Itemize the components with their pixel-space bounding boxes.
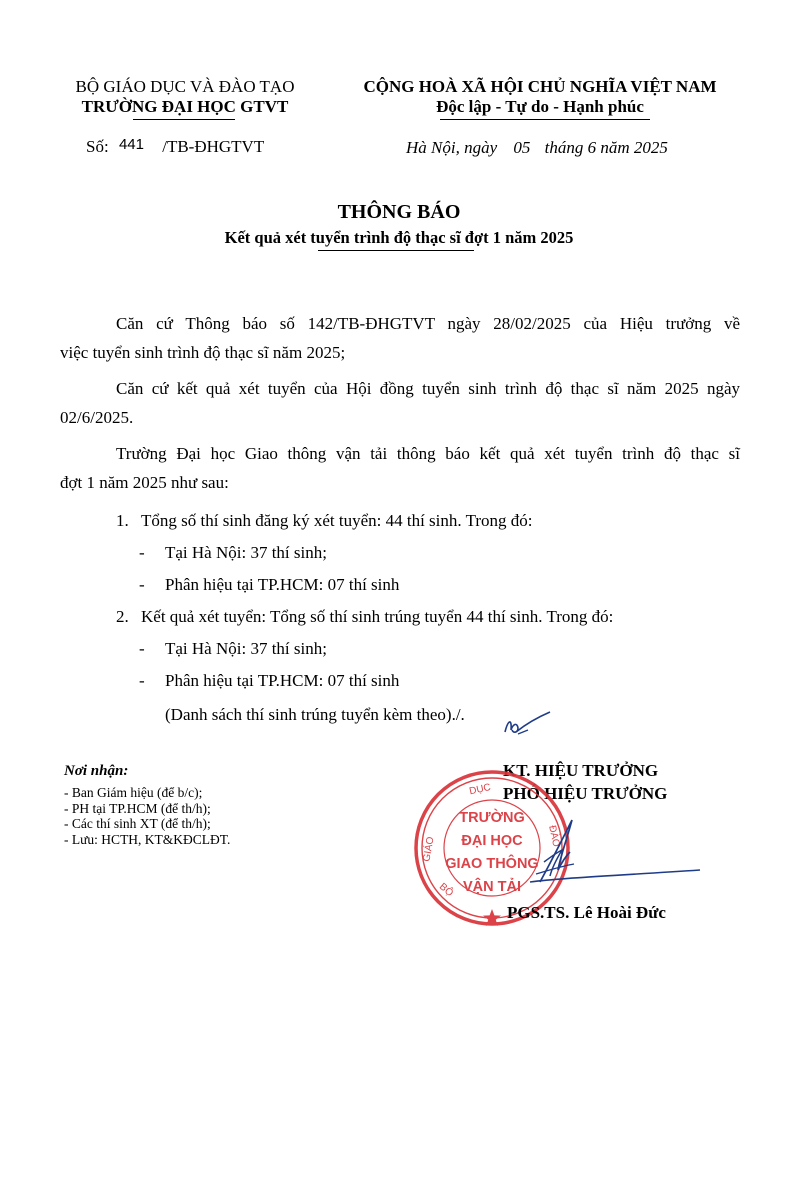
list-item-2-sub-b: Phân hiệu tại TP.HCM: 07 thí sinh xyxy=(165,671,400,690)
handwritten-signature xyxy=(500,812,710,892)
stamp-line-3: GIAO THÔNG xyxy=(445,856,539,872)
paragraph-2-line-2: 02/6/2025. xyxy=(60,408,134,427)
list-item-1-number: 1. xyxy=(116,511,129,530)
notice-subtitle: Kết quả xét tuyển trình độ thạc sĩ đợt 1 năm 2025 xyxy=(224,228,574,247)
signer-role-1: KT. HIỆU TRƯỞNG xyxy=(503,761,659,780)
date-day: 05 xyxy=(513,138,531,157)
paragraph-3 xyxy=(60,443,740,494)
document-number xyxy=(86,136,264,159)
notice-title: THÔNG BÁO xyxy=(337,201,461,223)
paragraph-1 xyxy=(60,313,740,364)
subtitle-underline xyxy=(318,250,474,251)
paragraph-1-line-1: Căn cứ Thông báo số 142/TB-ĐHGTVT ngày 28/02/2025 của Hiệu trưởng về xyxy=(116,314,740,333)
signer-role-2: PHÓ HIỆU TRƯỞNG xyxy=(503,784,668,803)
ministry-name: BỘ GIÁO DỤC VÀ ĐÀO TẠO xyxy=(75,77,295,96)
list-item: - PH tại TP.HCM (để th/h); xyxy=(64,800,211,816)
list-item: - Các thí sinh XT (để th/h); xyxy=(64,816,211,831)
list-item-2-sub-a: Tại Hà Nội: 37 thí sinh; xyxy=(165,639,327,658)
stamp-ring-right: ĐÀO xyxy=(546,824,562,848)
paragraph-2 xyxy=(60,378,740,429)
stamp-line-2: ĐẠI HỌC xyxy=(461,833,523,849)
signer-name: PGS.TS. Lê Hoài Đức xyxy=(507,903,666,922)
bullet-dash: - xyxy=(139,543,145,562)
list-item-1-sub-b: Phân hiệu tại TP.HCM: 07 thí sinh xyxy=(165,575,400,594)
bullet-dash: - xyxy=(139,575,145,594)
list-item-2-text: Kết quả xét tuyển: Tổng số thí sinh trúng tuyển 44 thí sinh. Trong đó: xyxy=(141,607,614,626)
paragraph-3-line-2: đợt 1 năm 2025 như sau: xyxy=(60,473,229,492)
number-label: Số: xyxy=(86,137,109,156)
country-name: CỘNG HOÀ XÃ HỘI CHỦ NGHĨA VIỆT NAM xyxy=(363,77,717,96)
date-prefix: Hà Nội, ngày xyxy=(406,138,498,157)
motto: Độc lập - Tự do - Hạnh phúc xyxy=(436,97,644,116)
paragraph-2-line-1: Căn cứ kết quả xét tuyển của Hội đồng tuyển sinh trình độ thạc sĩ năm 2025 ngày xyxy=(116,379,740,398)
list-item-1-sub-a: Tại Hà Nội: 37 thí sinh; xyxy=(165,543,327,562)
recipients-list xyxy=(64,785,230,847)
attachment-note: (Danh sách thí sinh trúng tuyển kèm theo)./. xyxy=(165,705,465,724)
bullet-dash: - xyxy=(139,671,145,690)
list-item: - Ban Giám hiệu (để b/c); xyxy=(64,785,203,800)
document-date xyxy=(406,137,668,159)
number-suffix: /TB-ĐHGTVT xyxy=(162,137,265,156)
stamp-line-4: VẬN TẢI xyxy=(463,879,521,895)
stamp-ring-left: GIÁO xyxy=(421,835,437,863)
list-item-1-text: Tổng số thí sinh đăng ký xét tuyển: 44 thí sinh. Trong đó: xyxy=(141,511,533,530)
stamp-ring-bottom: BỘ xyxy=(437,881,456,900)
university-underline xyxy=(133,119,235,120)
stamp-ring-top: DỤC xyxy=(468,782,492,798)
initials-mark xyxy=(502,710,554,740)
motto-underline xyxy=(440,119,650,120)
paragraph-1-line-2: việc tuyển sinh trình độ thạc sĩ năm 2025; xyxy=(60,343,346,362)
recipients-label: Nơi nhận: xyxy=(64,763,129,779)
bullet-dash: - xyxy=(139,639,145,658)
date-rest: tháng 6 năm 2025 xyxy=(544,138,668,157)
list-item: - Lưu: HCTH, KT&KĐCLĐT. xyxy=(64,831,231,847)
paragraph-3-line-1: Trường Đại học Giao thông vận tải thông báo kết quả xét tuyển trình độ thạc sĩ xyxy=(116,444,740,463)
list-item-2-number: 2. xyxy=(116,607,129,626)
number-value: 441 xyxy=(118,136,144,153)
stamp-line-1: TRƯỜNG xyxy=(459,810,525,826)
university-name: TRƯỜNG ĐẠI HỌC GTVT xyxy=(81,97,289,116)
